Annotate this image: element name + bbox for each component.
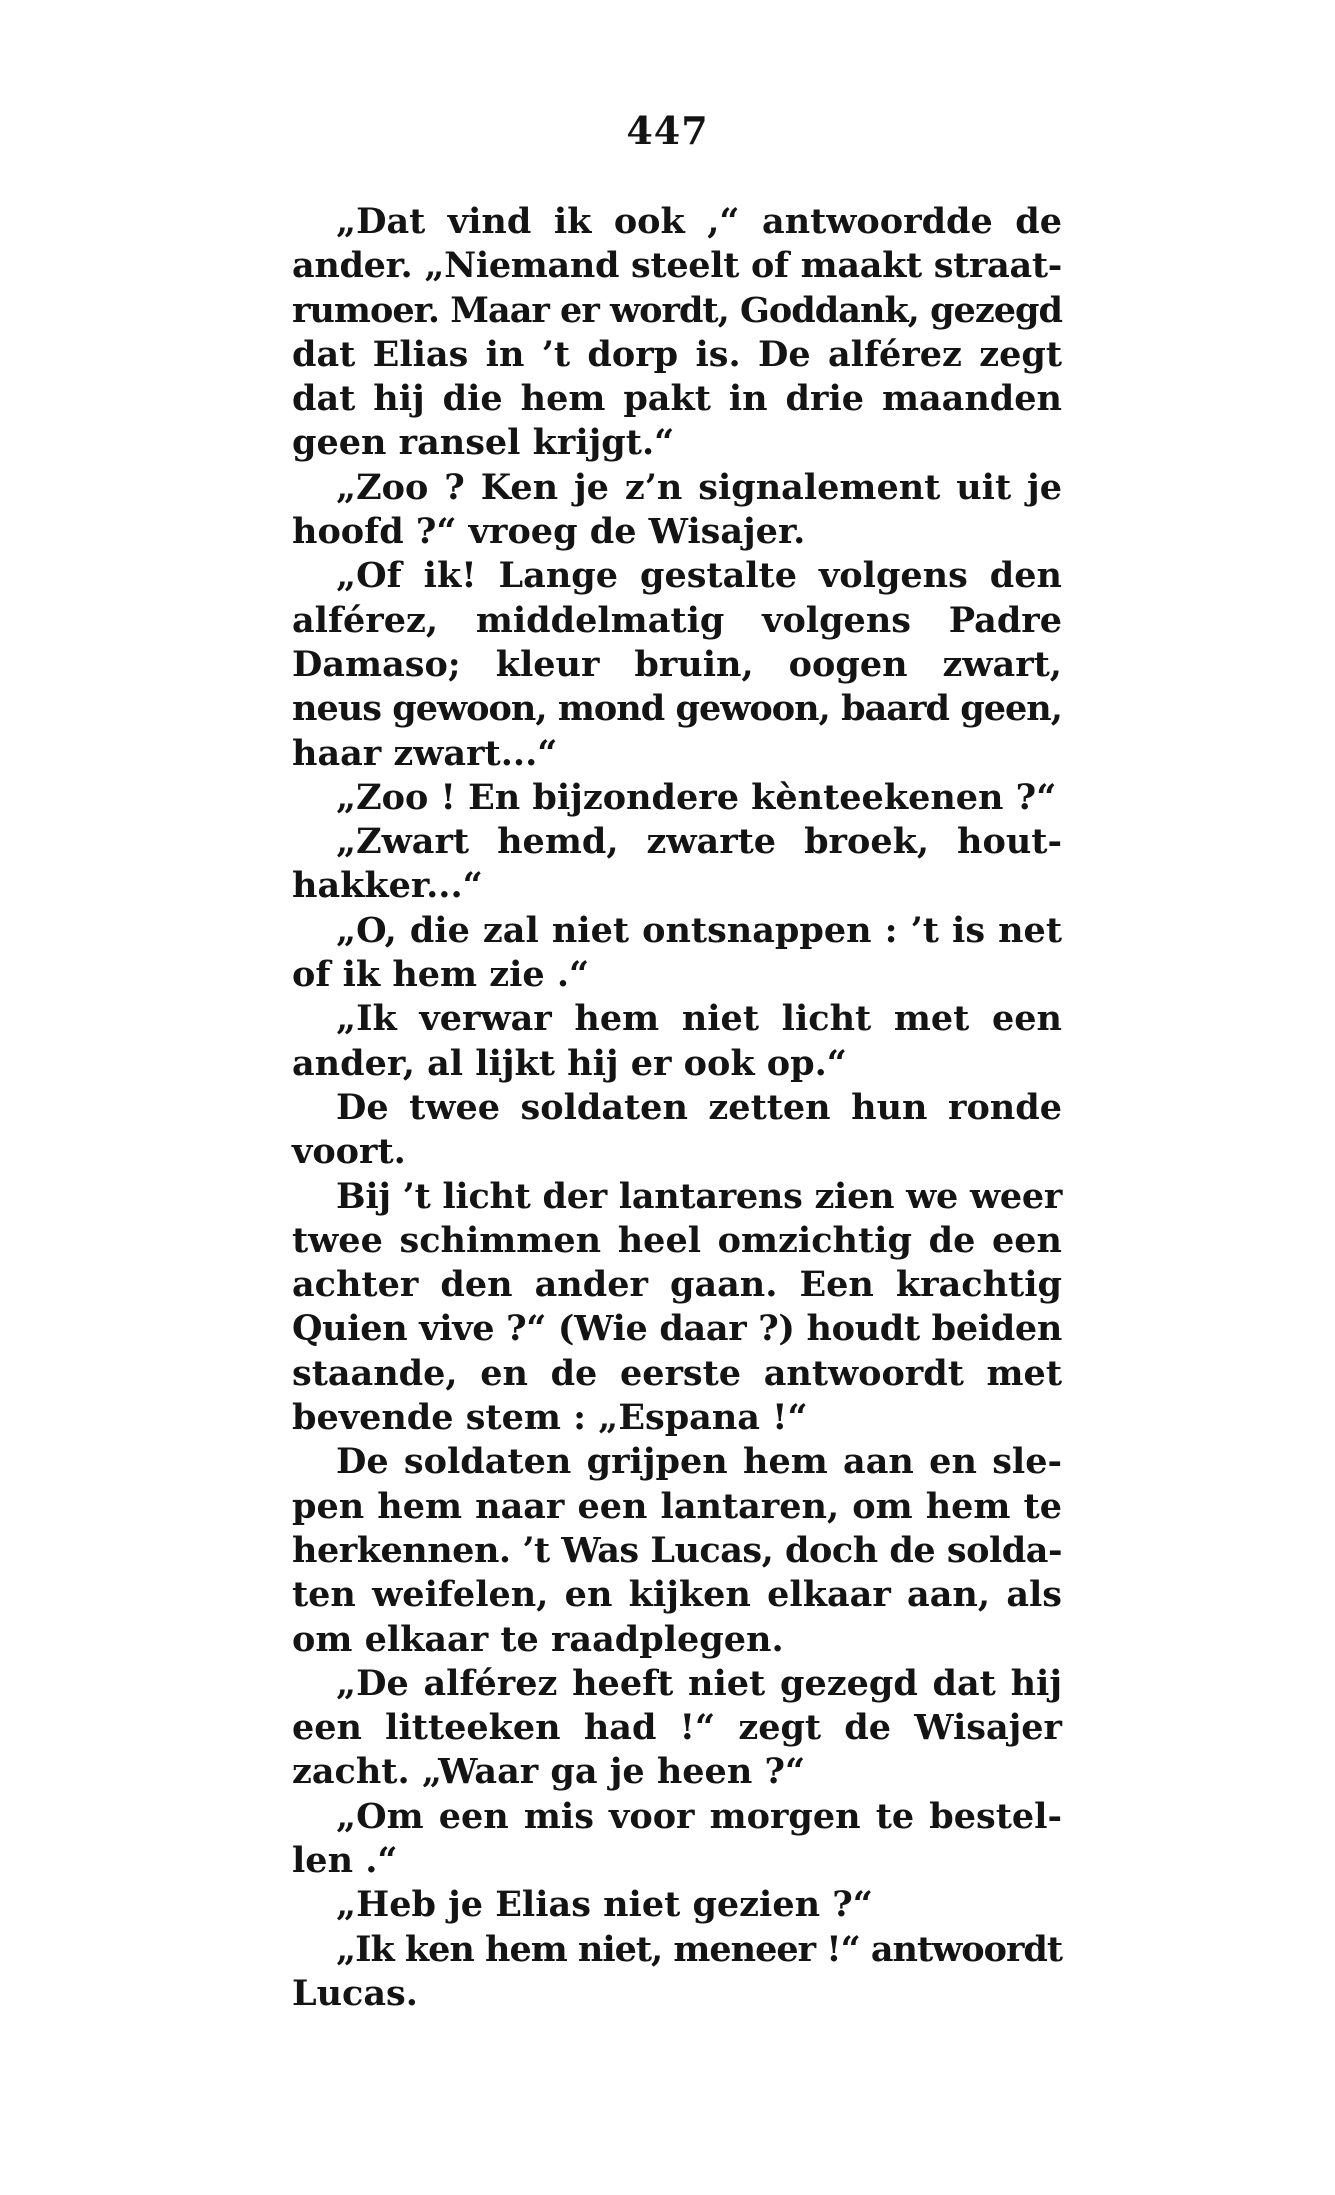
text-line: een litteeken had !“ zegt de Wisajer <box>292 1707 1062 1749</box>
text-line: „Zwart hemd, zwarte broek, hout- <box>336 821 1062 863</box>
text-line: De twee soldaten zetten hun ronde <box>336 1086 1062 1128</box>
text-line: pen hem naar een lantaren, om hem te <box>292 1485 1062 1527</box>
text-line: len .“ <box>292 1839 398 1881</box>
text-line: ten weifelen, en kijken elkaar aan, als <box>292 1574 1062 1616</box>
text-line: De soldaten grijpen hem aan en sle- <box>336 1441 1062 1483</box>
text-line: bevende stem : „Espana !“ <box>292 1397 808 1439</box>
page-number: 447 <box>626 108 709 153</box>
text-line: voort. <box>292 1131 406 1173</box>
text-line: „Heb je Elias niet gezien ?“ <box>336 1884 873 1926</box>
text-line: hoofd ?“ vroeg de Wisajer. <box>292 511 806 553</box>
text-line: zacht. „Waar ga je heen ?“ <box>292 1751 806 1793</box>
body-text <box>292 200 1062 2016</box>
text-line: ander. „Niemand steelt of maakt straat- <box>292 245 1062 287</box>
text-line: Damaso; kleur bruin, oogen zwart, <box>292 643 1062 685</box>
text-line: Bij ’t licht der lantarens zien we weer <box>336 1175 1062 1217</box>
text-line: dat Elias in ’t dorp is. De alférez zegt <box>292 333 1062 375</box>
text-line: „Dat vind ik ook ,“ antwoordde de <box>336 201 1062 242</box>
text-line: „Om een mis voor morgen te bestel- <box>336 1795 1062 1837</box>
text-line: Quien vive ?“ (Wie daar ?) houdt beiden <box>292 1308 1062 1350</box>
text-line: „Ik ken hem niet, meneer !“ antwoordt <box>336 1928 1062 1970</box>
text-line: „Zoo ? Ken je z’n signalement uit je <box>336 466 1062 508</box>
text-line: „Ik verwar hem niet licht met een <box>336 998 1062 1040</box>
text-line: neus gewoon, mond gewoon, baard geen, <box>292 688 1062 730</box>
text-line: ander, al lijkt hij er ook op.“ <box>292 1042 847 1084</box>
text-line: rumoer. Maar er wordt, Goddank, gezegd <box>292 289 1062 331</box>
text-line: „De alférez heeft niet gezegd dat hij <box>336 1662 1062 1704</box>
text-line: „Zoo ! En bijzondere kènteekenen ?“ <box>336 776 1057 818</box>
text-line: haar zwart...“ <box>292 732 558 774</box>
text-line: geen ransel krijgt.“ <box>292 422 675 464</box>
text-line: achter den ander gaan. Een krachtig <box>292 1264 1062 1306</box>
text-line: staande, en de eerste antwoordt met <box>292 1352 1062 1394</box>
text-line: „O, die zal niet ontsnappen : ’t is net <box>336 909 1062 951</box>
text-line: alférez, middelmatig volgens Padre <box>292 599 1062 641</box>
text-line: hakker...“ <box>292 865 483 907</box>
text-line: herkennen. ’t Was Lucas, doch de solda- <box>292 1529 1062 1571</box>
text-line: of ik hem zie .“ <box>292 954 590 996</box>
text-line: Lucas. <box>292 1972 418 2014</box>
text-line: „Of ik! Lange gestalte volgens den <box>336 555 1062 597</box>
text-line: om elkaar te raadplegen. <box>292 1618 784 1660</box>
text-line: dat hij die hem pakt in drie maanden <box>292 378 1062 420</box>
text-line: twee schimmen heel omzichtig de een <box>292 1219 1062 1261</box>
